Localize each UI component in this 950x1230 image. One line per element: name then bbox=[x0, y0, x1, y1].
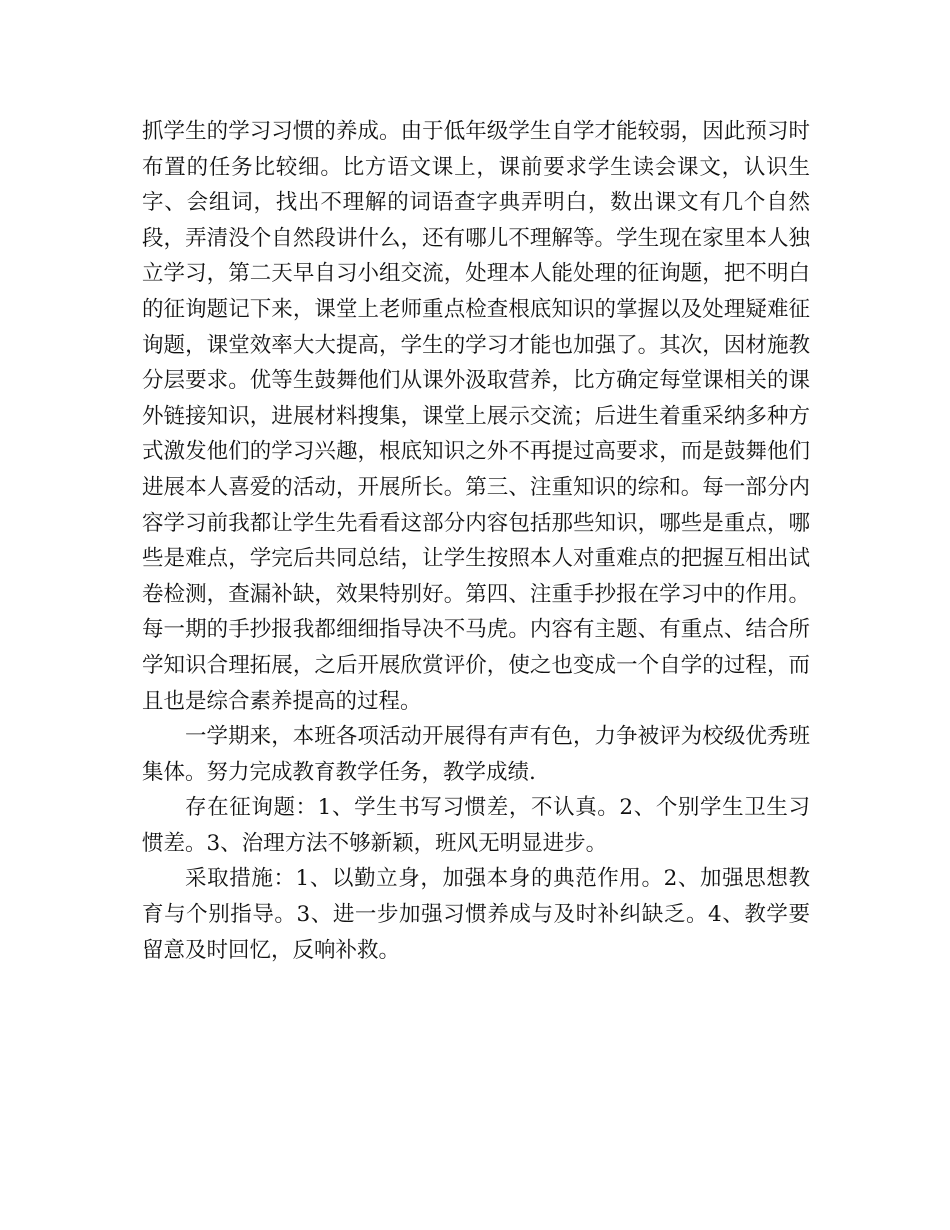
document-body bbox=[142, 114, 810, 968]
paragraph-summary: 一学期来，本班各项活动开展得有声有色，力争被评为校级优秀班集体。努力完成教育教学任务，教学成绩. bbox=[142, 724, 810, 785]
paragraph-measures: 采取措施：1、以勤立身，加强本身的典范作用。2、加强思想教育与个别指导。3、进一步加强习惯养成与及时补纠缺乏。4、教学要留意及时回忆，反响补救。 bbox=[142, 866, 810, 963]
paragraph-problems: 存在征询题：1、学生书写习惯差，不认真。2、个别学生卫生习惯差。3、治理方法不够新颖，班风无明显进步。 bbox=[142, 795, 810, 856]
paragraph-continuation: 抓学生的学习习惯的养成。由于低年级学生自学才能较弱，因此预习时布置的任务比较细。比方语文课上，课前要求学生读会课文，认识生字、会组词，找出不理解的词语查字典弄明白，数出课文有几个自然段，弄清没个自然段讲什么，还有哪儿不理解等。学生现在家里本人独立学习，第二天早自习小组交流，处理本人能处理的征询题，把不明白的征询题记下来，课堂上老师重点检查根底知识的掌握以及处理疑难征询题，课堂效率大大提高，学生的学习才能也加强了。其次，因材施教分层要求。优等生鼓舞他们从课外汲取营养，比方确定每堂课相关的课外链接知识，进展材料搜集，课堂上展示交流；后进生着重采纳多种方式激发他们的学习兴趣，根底知识之外不再提过高要求，而是鼓舞他们进展本人喜爱的活动，开展所长。第三、注重知识的综和。每一部分内容学习前我都让学生先看看这部分内容包括那些知识，哪些是重点，哪些是难点，学完后共同总结，让学生按照本人对重难点的把握互相出试卷检测，查漏补缺，效果特别好。第四、注重手抄报在学习中的作用。每一期的手抄报我都细细指导决不马虎。内容有主题、有重点、结合所学知识合理拓展，之后开展欣赏评价，使之也变成一个自学的过程，而且也是综合素养提高的过程。 bbox=[142, 119, 810, 714]
